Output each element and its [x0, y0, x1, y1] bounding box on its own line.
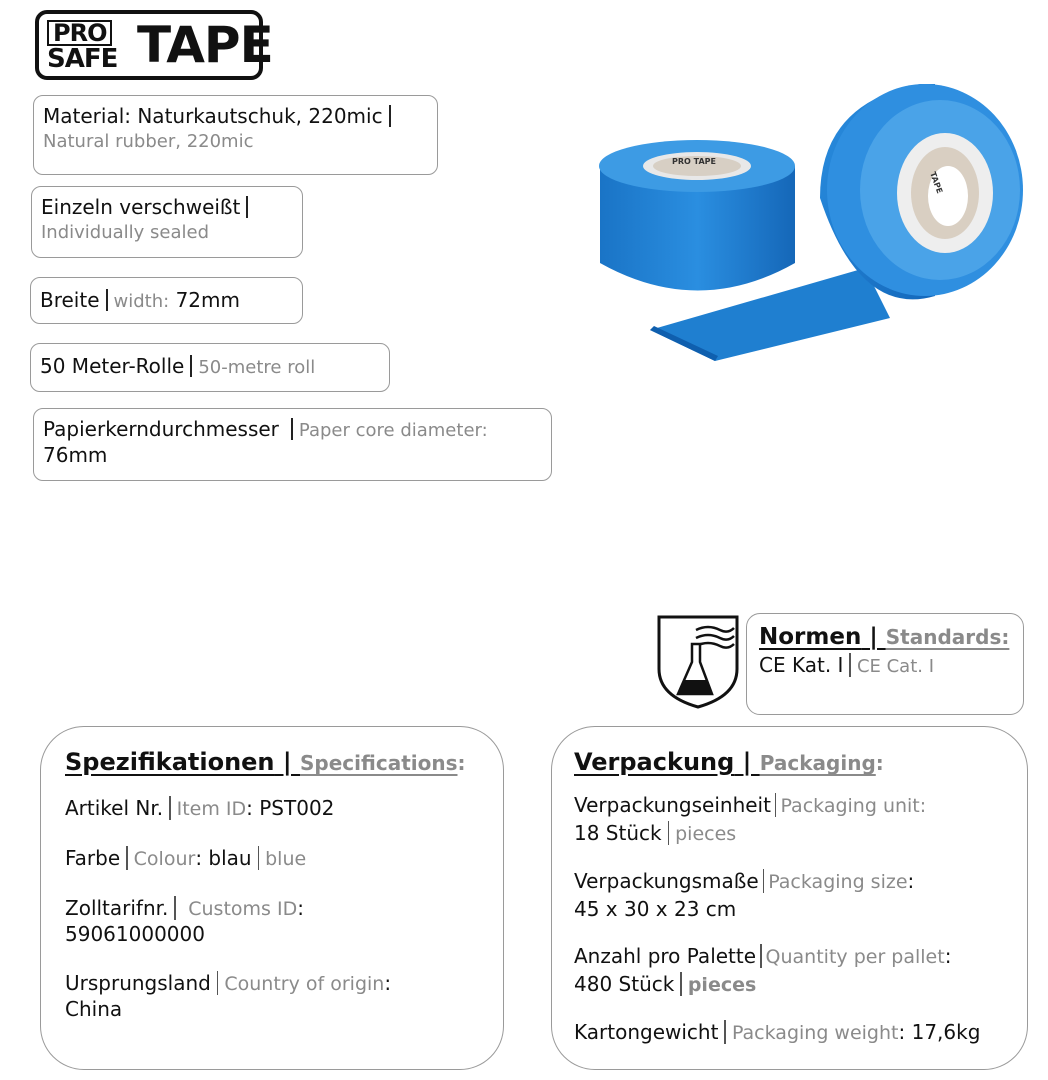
large-roll: [820, 84, 1023, 299]
width-value: 72mm: [175, 288, 240, 312]
weight-en: Packaging weight: [731, 1022, 899, 1044]
standards-title-en: Standards:: [885, 625, 1010, 649]
item-val: PST002: [259, 796, 335, 820]
size-en: Packaging size: [768, 871, 908, 893]
core-value: 76mm: [43, 443, 108, 467]
pallet-val: 480 Stück: [574, 972, 675, 996]
packaging-title: Verpackung: [574, 748, 735, 776]
standards-box: Normen | Standards: CE Kat. I CE Cat. I: [746, 613, 1024, 715]
packaging-title-en: Packaging: [759, 751, 876, 775]
customs-de: Zolltarifnr.: [65, 896, 169, 920]
chemical-protection-icon: [656, 614, 740, 710]
pallet-de: Anzahl pro Palette: [574, 944, 757, 968]
roll-de: 50 Meter-Rolle: [40, 354, 185, 378]
brand-logo: [35, 10, 273, 80]
sealed-en: Individually sealed: [41, 222, 210, 243]
origin-de: Ursprungsland: [65, 971, 211, 995]
core-en: Paper core diameter:: [298, 420, 488, 441]
weight-val: 17,6kg: [911, 1020, 981, 1044]
specifications-panel: Spezifikationen | Specifications: Artikel Nr. Item ID: PST002 Farbe Colour: blau blue Zolltarifnr. Customs ID: 59061000000 Ursprungsland Country of origin: China: [40, 726, 504, 1070]
feature-roll: [30, 343, 390, 392]
colour-en: Colour: [133, 848, 196, 870]
feature-sealed: [31, 186, 303, 258]
feature-material: [33, 95, 438, 175]
standards-de: CE Kat. I: [759, 653, 844, 677]
feature-width: [30, 277, 303, 324]
logo-pro: PRO: [47, 20, 112, 46]
size-de: Verpackungsmaße: [574, 869, 759, 893]
customs-en: Customs ID: [188, 898, 298, 920]
colour-de: Farbe: [65, 846, 121, 870]
sealed-de: Einzeln verschweißt: [41, 195, 241, 219]
small-roll: [599, 140, 795, 291]
material-en: Natural rubber, 220mic: [43, 131, 254, 152]
svg-text:PRO TAPE: PRO TAPE: [672, 157, 716, 166]
standards-title: Normen: [759, 624, 862, 650]
pack-weight: Kartongewicht Packaging weight: 17,6kg: [574, 1020, 981, 1044]
packaging-panel: Verpackung | Packaging: Verpackungseinheit Packaging unit: 18 Stück pieces Verpackungsmaße Packaging size: 45 x 30 x 23 cm Anzahl pro Palette Quantity per pallet: 480 Stück pieces Kartongewicht Packaging weight: 17,6kg: [551, 726, 1028, 1070]
spec-colour: Farbe Colour: blau blue: [65, 846, 307, 870]
pack-pallet: Anzahl pro Palette Quantity per pallet: 480 Stück pieces: [574, 944, 952, 996]
spec-item-id: Artikel Nr. Item ID: PST002: [65, 796, 335, 820]
material-de: Material: Naturkautschuk, 220mic: [43, 104, 383, 128]
pallet-val-en: pieces: [687, 974, 757, 996]
logo-tape: TAPE: [137, 16, 273, 74]
origin-en: Country of origin: [224, 973, 385, 995]
tape-rolls-image: [590, 78, 1030, 368]
unit-val-en: pieces: [675, 823, 737, 845]
logo-safe: SAFE: [47, 44, 118, 74]
item-en: Item ID: [176, 798, 247, 820]
width-en: width:: [113, 291, 170, 312]
unit-val: 18 Stück: [574, 821, 662, 845]
specs-title: Spezifikationen: [65, 748, 275, 776]
customs-val: 59061000000: [65, 922, 205, 946]
spec-customs: Zolltarifnr. Customs ID: 59061000000: [65, 896, 304, 946]
spec-origin: Ursprungsland Country of origin: China: [65, 971, 392, 1021]
specs-title-en: Specifications: [300, 751, 458, 775]
feature-core: [33, 408, 552, 481]
pallet-en: Quantity per pallet: [765, 946, 945, 968]
width-de: Breite: [40, 288, 100, 312]
size-val: 45 x 30 x 23 cm: [574, 897, 737, 921]
pack-unit: [574, 792, 1005, 848]
colour-val-en: blue: [265, 848, 307, 870]
item-de: Artikel Nr.: [65, 796, 164, 820]
colour-val: blau: [208, 846, 252, 870]
svg-text:TAPE: TAPE: [928, 170, 945, 195]
roll-en: 50-metre roll: [198, 357, 316, 378]
weight-de: Kartongewicht: [574, 1020, 719, 1044]
core-de: Papierkerndurchmesser: [43, 417, 279, 441]
pack-size: Verpackungsmaße Packaging size: 45 x 30 x 23 cm: [574, 869, 915, 921]
standards-en: CE Cat. I: [856, 656, 935, 677]
origin-val: China: [65, 997, 123, 1021]
unit-de: Verpackungseinheit: [574, 793, 771, 817]
unit-en: Packaging unit:: [780, 795, 927, 817]
